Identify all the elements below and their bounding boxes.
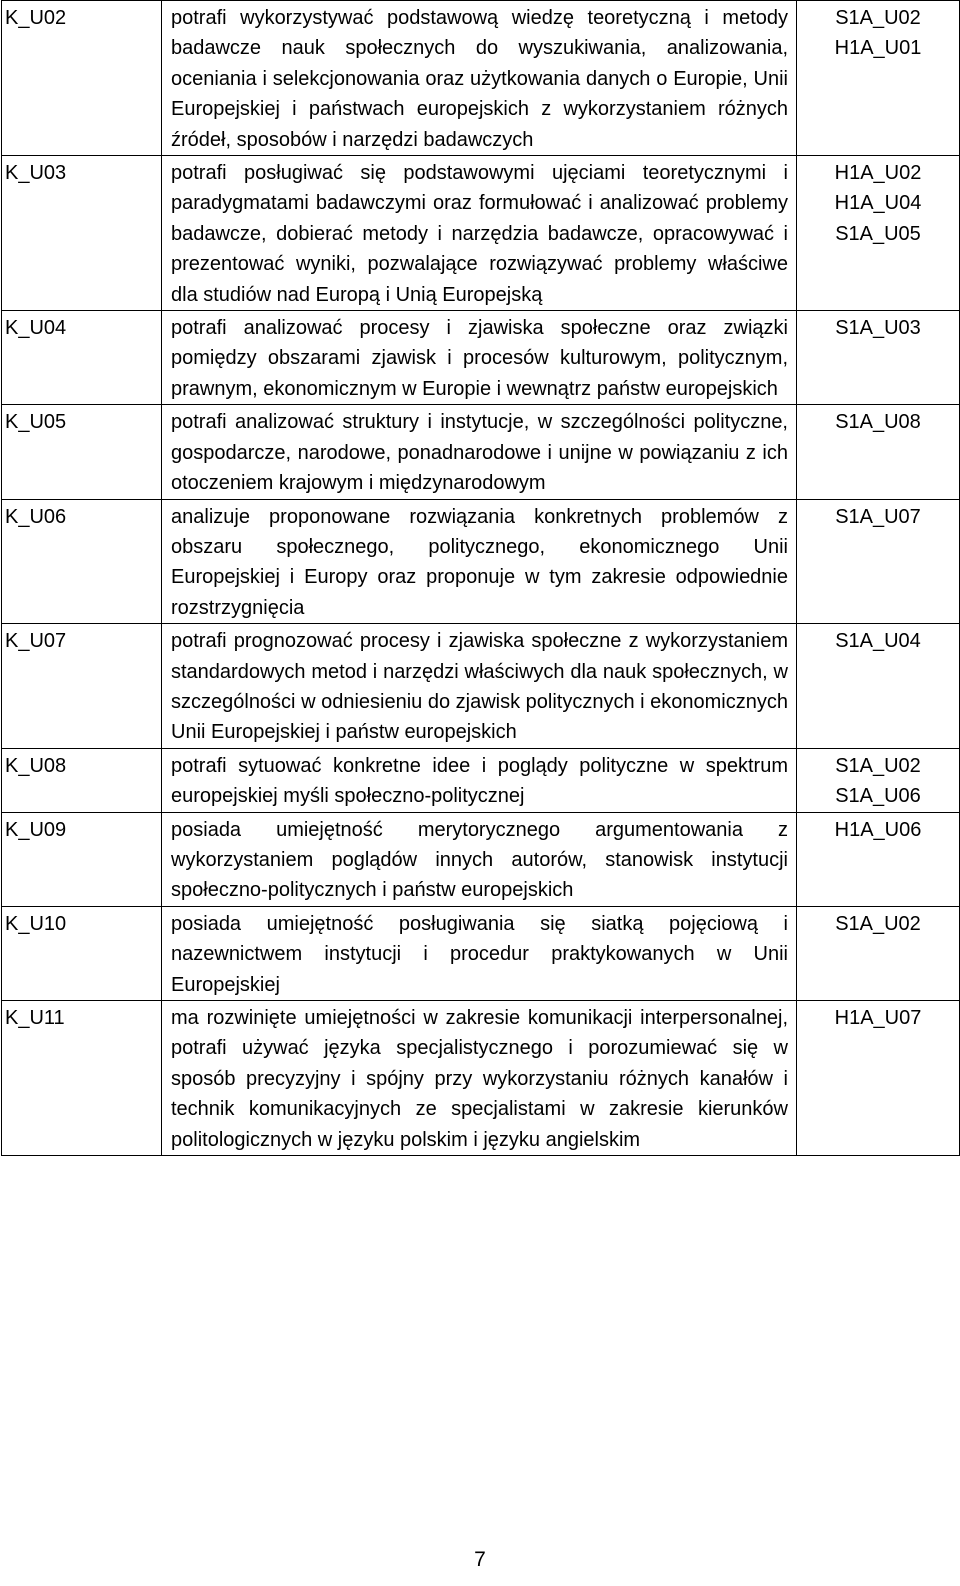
outcome-code: K_U04 (2, 311, 162, 405)
outcome-description-cell (162, 906, 797, 1000)
outcome-ref: H1A_U07 (834, 1007, 922, 1029)
outcome-description: potrafi analizować procesy i zjawiska społeczne oraz związki pomiędzy obszarami zjawisk i procesów kulturowym, politycznym, prawnym, ekonomicznym w Europie i wewnątrz państw europejskich (171, 317, 788, 400)
outcome-description-cell (162, 812, 797, 906)
outcome-refs-cell (797, 311, 960, 405)
outcome-ref: H1A_U06 (834, 818, 922, 841)
outcome-ref: H1A_U04 (834, 192, 922, 215)
outcome-refs-cell (797, 624, 960, 749)
outcome-ref: S1A_U02 (835, 912, 921, 935)
outcome-ref: H1A_U02 (834, 162, 922, 185)
outcome-description-cell (162, 1, 797, 156)
outcome-refs-cell (797, 1001, 960, 1156)
outcome-ref: S1A_U07 (835, 505, 921, 528)
outcome-description-cell (162, 156, 797, 311)
table-row (2, 906, 960, 1000)
outcome-ref: S1A_U05 (835, 222, 921, 245)
outcome-description-cell (162, 1001, 797, 1156)
outcome-code: K_U08 (2, 748, 162, 812)
outcome-code: K_U11 (2, 1001, 162, 1156)
table-row (2, 311, 960, 405)
outcome-ref: S1A_U04 (835, 630, 921, 653)
outcome-description: posiada umiejętność merytorycznego argumentowania z wykorzystaniem poglądów innych autorów, stanowisk instytucji społeczno-politycznych i państw europejskich (171, 818, 788, 902)
outcome-refs-cell (797, 1, 960, 156)
outcome-description: potrafi wykorzystywać podstawową wiedzę teoretyczną i metody badawcze nauk społecznych do wyszukiwania, analizowania, oceniania i selekcjonowania oraz użytkowania danych o Europie, Unii Europejskiej i państwach europejskich z wykorzystaniem różnych źródeł, sposobów i narzędzi badawczych (171, 7, 788, 151)
outcome-ref: H1A_U01 (834, 37, 922, 60)
outcome-refs-cell (797, 906, 960, 1000)
outcome-description-cell (162, 748, 797, 812)
outcome-code: K_U09 (2, 812, 162, 906)
outcome-description: potrafi sytuować konkretne idee i poglądy polityczne w spektrum europejskiej myśli społeczno-politycznej (171, 754, 788, 808)
outcome-description: ma rozwinięte umiejętności w zakresie komunikacji interpersonalnej, potrafi używać języka specjalistycznego i porozumiewać się w sposób precyzyjny i spójny przy wykorzystaniu różnych kanałów i technik komunikacyjnych ze specjalistami w zakresie kierunków politologicznych w języku polskim i języku angielskim (171, 1007, 788, 1151)
table-row (2, 156, 960, 311)
outcome-refs-cell (797, 812, 960, 906)
outcome-description-cell (162, 311, 797, 405)
table-row (2, 499, 960, 624)
outcome-ref: S1A_U02 (835, 7, 921, 29)
table-row (2, 405, 960, 499)
page-number: 7 (474, 1548, 486, 1571)
table-row (2, 748, 960, 812)
outcome-code: K_U10 (2, 906, 162, 1000)
table-row (2, 1, 960, 156)
outcome-description-cell (162, 405, 797, 499)
outcome-code: K_U06 (2, 499, 162, 624)
outcome-description: potrafi posługiwać się podstawowymi ujęciami teoretycznymi i paradygmatami badawczymi oraz formułować i analizować problemy badawcze, dobierać metody i narzędzia badawcze, opracowywać i prezentować wyniki, pozwalające rozwiązywać problemy właściwe dla studiów nad Europą i Unią Europejską (171, 162, 788, 306)
outcome-description: potrafi prognozować procesy i zjawiska społeczne z wykorzystaniem standardowych metod i narzędzi właściwych dla nauk społecznych, w szczególności w odniesieniu do zjawisk politycznych i ekonomicznych Unii Europejskiej i państw europejskich (171, 630, 788, 744)
outcome-refs-cell (797, 156, 960, 311)
outcome-code: K_U02 (2, 1, 162, 156)
outcome-code: K_U05 (2, 405, 162, 499)
outcome-refs-cell (797, 748, 960, 812)
outcome-ref: S1A_U03 (835, 317, 921, 340)
outcome-code: K_U07 (2, 624, 162, 749)
outcome-description: posiada umiejętność posługiwania się siatką pojęciową i nazewnictwem instytucji i procedur praktykowanych w Unii Europejskiej (171, 912, 788, 996)
outcome-description-cell (162, 624, 797, 749)
outcome-ref: S1A_U08 (835, 411, 921, 434)
outcome-ref: S1A_U06 (835, 785, 921, 808)
outcome-description: analizuje proponowane rozwiązania konkretnych problemów z obszaru społecznego, politycznego, ekonomicznego Unii Europejskiej i Europy oraz proponuje w tym zakresie odpowiednie rozstrzygnięcia (171, 505, 788, 619)
table-row (2, 812, 960, 906)
outcome-ref: S1A_U02 (835, 754, 921, 777)
outcome-refs-cell (797, 405, 960, 499)
outcome-description-cell (162, 499, 797, 624)
table-row (2, 624, 960, 749)
learning-outcomes-table-body (2, 1, 960, 1156)
outcome-refs-cell (797, 499, 960, 624)
learning-outcomes-table (1, 0, 960, 1156)
outcome-description: potrafi analizować struktury i instytucje, w szczególności polityczne, gospodarcze, narodowe, ponadnarodowe i unijne w powiązaniu z ich otoczeniem krajowym i międzynarodowym (171, 411, 788, 495)
table-row (2, 1001, 960, 1156)
outcome-code: K_U03 (2, 156, 162, 311)
